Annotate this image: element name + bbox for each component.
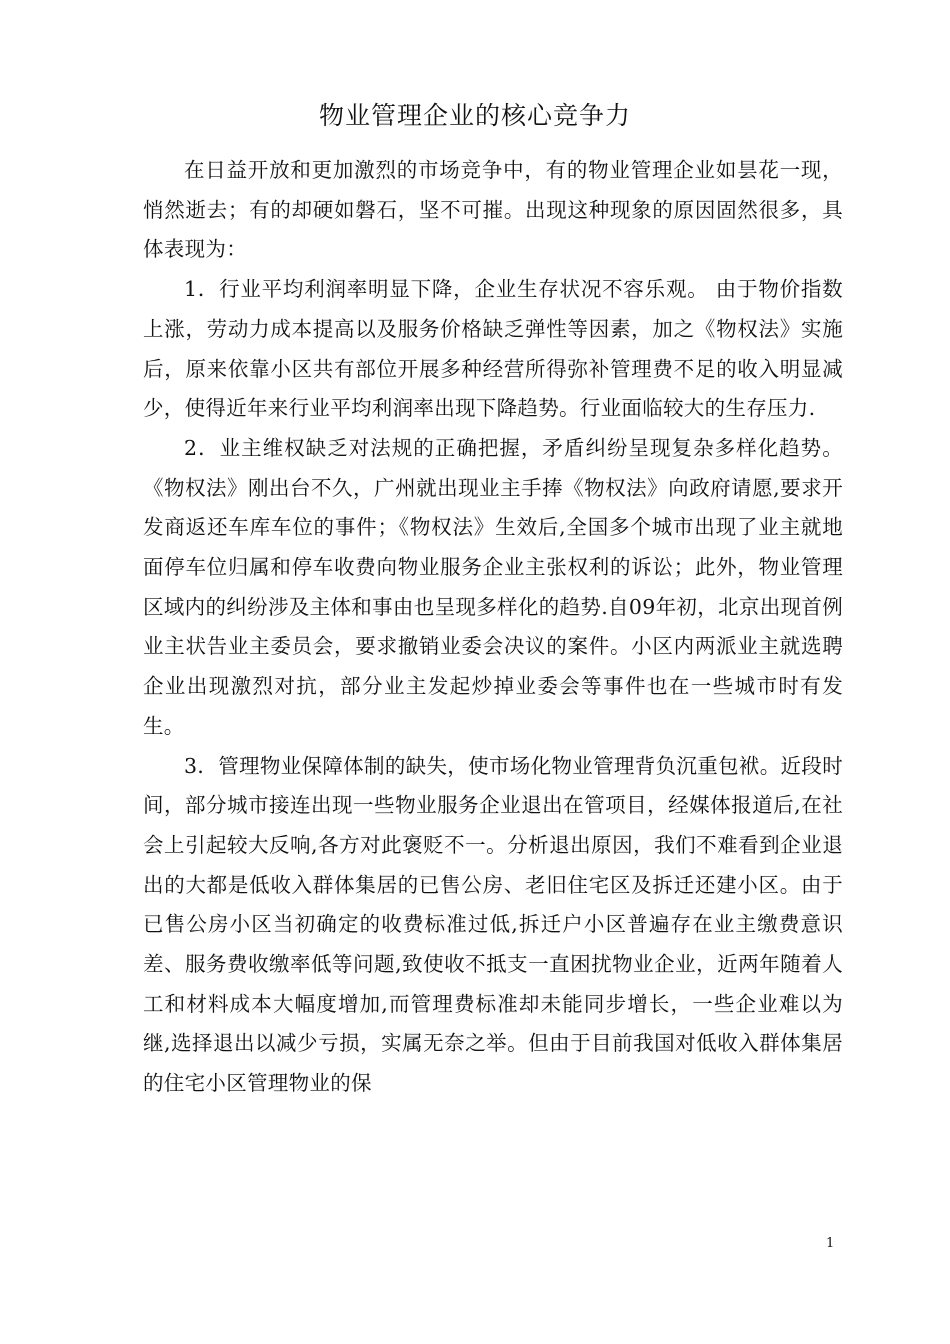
page-number: 1 <box>826 1236 835 1251</box>
paragraph-point-1: 1．行业平均利润率明显下降，企业生存状况不容乐观。 由于物价指数上涨，劳动力成本提高以及服务价格缺乏弹性等因素，加之《物权法》实施后，原来依靠小区共有部位开展多种经营所得弥补管理费不足的收入明显减少，使得近年来行业平均利润率出现下降趋势。行业面临较大的生存压力. <box>143 277 843 421</box>
document-body <box>143 151 843 1104</box>
paragraph-point-3: 3．管理物业保障体制的缺失，使市场化物业管理背负沉重包袱。近段时间，部分城市接连出现一些物业服务企业退出在管项目，经媒体报道后,在社会上引起较大反响,各方对此褒贬不一。分析退出原因，我们不难看到企业退出的大都是低收入群体集居的已售公房、老旧住宅区及拆迁还建小区。由于已售公房小区当初确定的收费标准过低,拆迁户小区普遍存在业主缴费意识差、服务费收缴率低等问题,致使收不抵支一直困扰物业企业，近两年随着人工和材料成本大幅度增加,而管理费标准却未能同步增长，一些企业难以为继,选择退出以减少亏损，实属无奈之举。但由于目前我国对低收入群体集居的住宅小区管理物业的保 <box>143 753 843 1096</box>
document-title: 物业管理企业的核心竞争力 <box>318 101 631 130</box>
paragraph-point-2: 2．业主维权缺乏对法规的正确把握，矛盾纠纷呈现复杂多样化趋势。《物权法》刚出台不久，广州就出现业主手捧《物权法》向政府请愿,要求开发商返还车库车位的事件；《物权法》生效后,全国多个城市出现了业主就地面停车位归属和停车收费向物业服务企业主张权利的诉讼；此外，物业管理区域内的纠纷涉及主体和事由也呈现多样化的趋势.自09年初，北京出现首例业主状告业主委员会，要求撤销业委会决议的案件。小区内两派业主就选聘企业出现激烈对抗，部分业主发起炒掉业委会等事件也在一些城市时有发生。 <box>143 435 843 738</box>
paragraph-intro: 在日益开放和更加激烈的市场竞争中，有的物业管理企业如昙花一现，悄然逝去；有的却硬如磐石，坚不可摧。出现这种现象的原因固然很多，具体表现为： <box>143 158 843 262</box>
